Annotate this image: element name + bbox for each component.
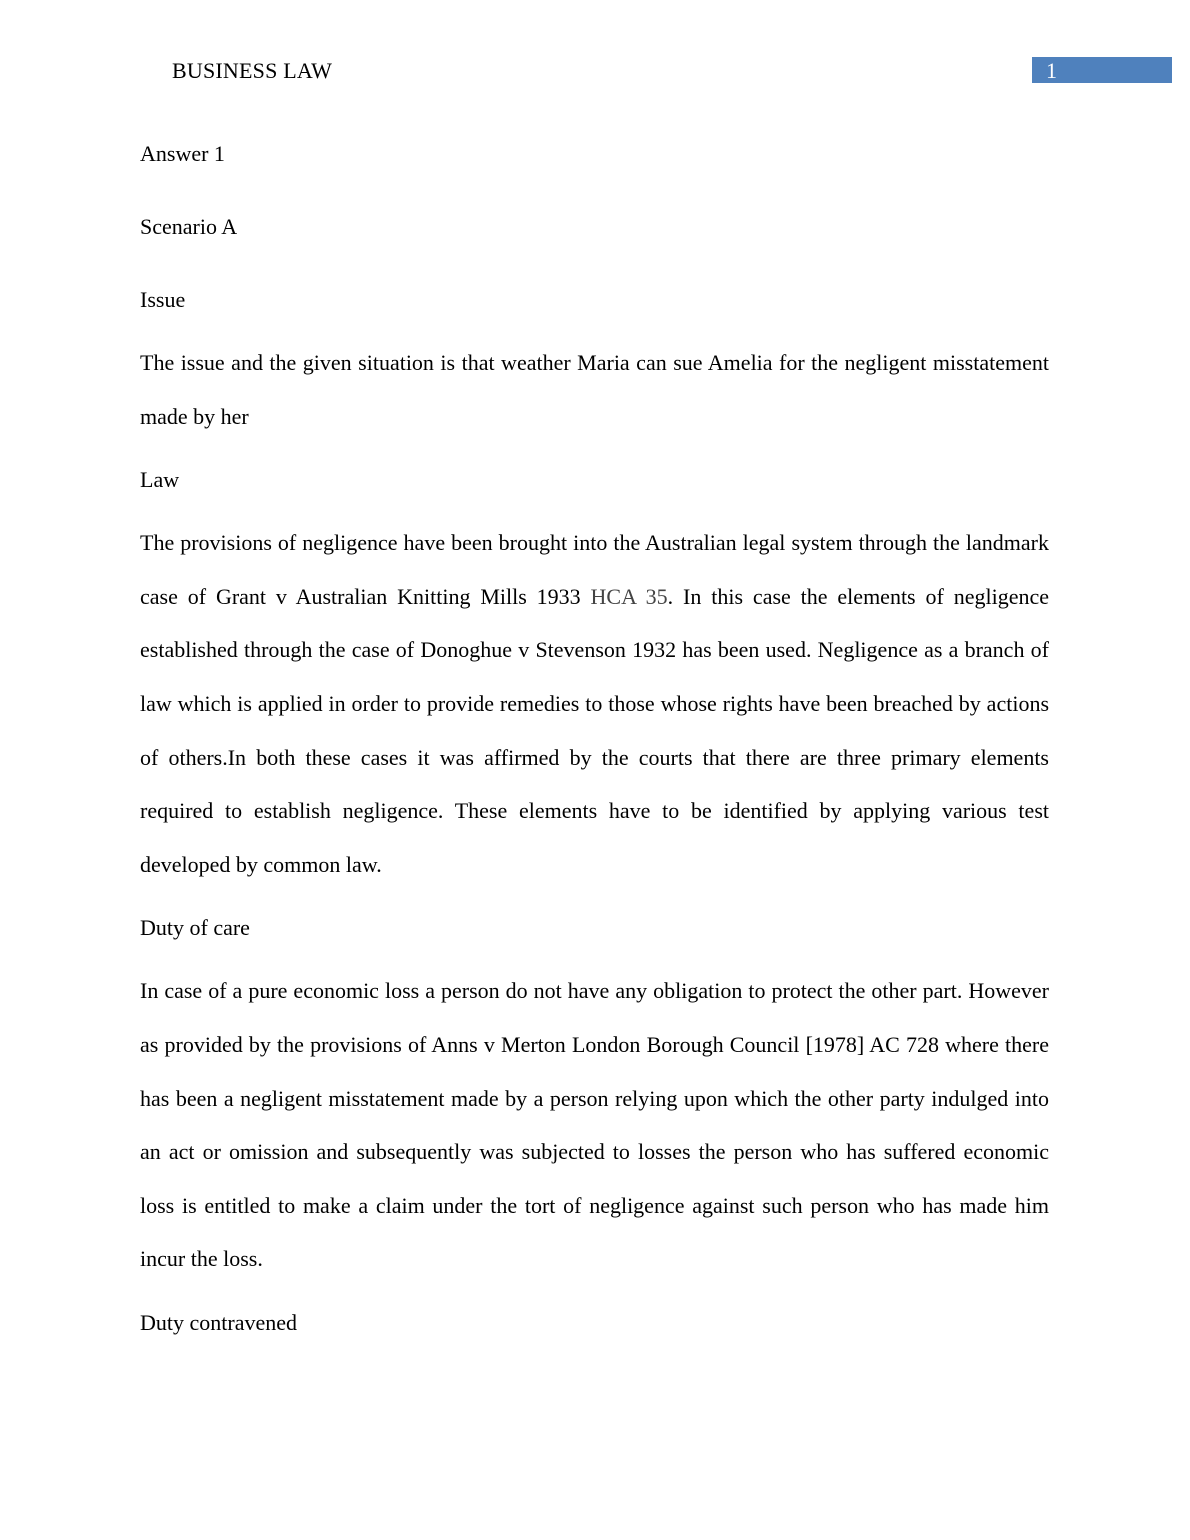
law-text-part2: . In this case the elements of negligence established through the case of Donoghue v Stevenson 1932 has been used. Negligence as a branch of law which is applied in order to provide remedies to those whose rights have been breached by actions of others.In both these cases it was affirmed by the courts that there are three primary elements required to establish negligence. These elements have to be identified by applying various test developed by common law. — [140, 583, 1049, 877]
law-citation: HCA 35 — [590, 583, 668, 609]
page-number-box — [1032, 57, 1172, 83]
duty-paragraph: In case of a pure economic loss a person do not have any obligation to protect the other part. However as provided by the provisions of Anns v Merton London Borough Council [1978] AC 728 where there has been a negligent misstatement made by a person relying upon which the other party indulged into an act or omission and subsequently was subjected to losses the person who has suffered economic loss is entitled to make a claim under the tort of negligence against such person who has made him incur the loss. — [140, 978, 1049, 1272]
answer-heading: Answer 1 — [140, 141, 225, 166]
scenario-heading: Scenario A — [140, 214, 238, 239]
document-body — [140, 135, 1049, 1341]
duty-heading: Duty of care — [140, 915, 250, 941]
issue-heading: Issue — [140, 287, 186, 312]
page-number: 1 — [1046, 58, 1057, 83]
issue-paragraph: The issue and the given situation is that weather Maria can sue Amelia for the negligent misstatement made by her — [140, 350, 1049, 429]
law-paragraph — [140, 516, 1049, 891]
header-title: BUSINESS LAW — [172, 58, 333, 83]
law-text-part1: The provisions of negligence have been brought into the Australian legal system through the landmark case of Grant v Australian Knitting Mills 1933 — [140, 530, 1049, 609]
law-heading: Law — [140, 467, 180, 493]
contravened-heading: Duty contravened — [140, 1309, 297, 1335]
